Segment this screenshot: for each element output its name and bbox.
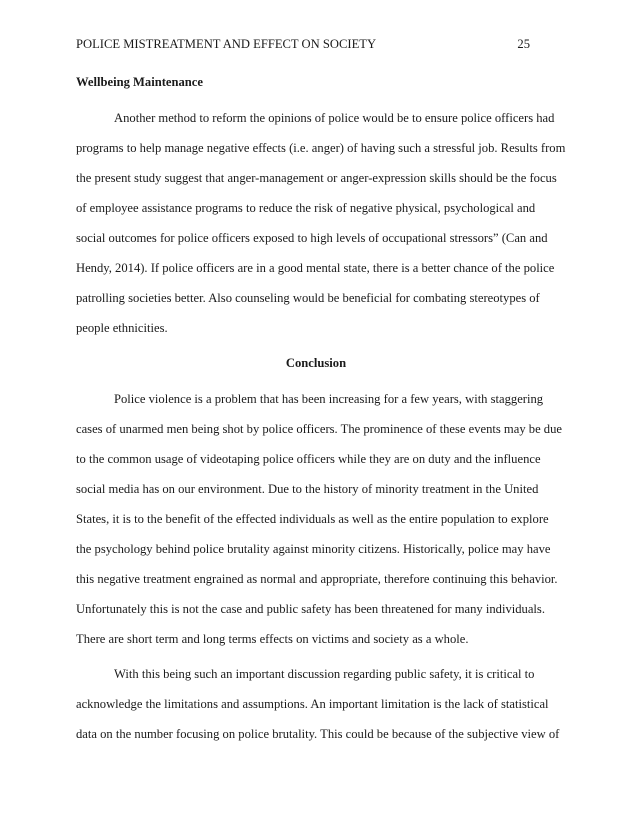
text-line: There are short term and long terms effects on victims and society as a whole. bbox=[76, 632, 469, 646]
paragraph-conclusion-2 bbox=[76, 666, 560, 756]
body-text bbox=[76, 74, 566, 756]
section-heading-conclusion: Conclusion bbox=[285, 356, 347, 370]
text-line: the psychology behind police brutality against minority citizens. Historically, police may have bbox=[76, 542, 551, 556]
text-line: cases of unarmed men being shot by police officers. The prominence of these events may be due bbox=[76, 422, 562, 436]
running-title: POLICE MISTREATMENT AND EFFECT ON SOCIETY bbox=[76, 37, 377, 51]
text-line: States, it is to the benefit of the effected individuals as well as the entire population to explore bbox=[76, 512, 549, 526]
text-line: programs to help manage negative effects (i.e. anger) of having such a stressful job. Results from bbox=[76, 141, 566, 155]
paragraph-conclusion-1 bbox=[76, 391, 562, 666]
text-line: Police violence is a problem that has been increasing for a few years, with staggering bbox=[114, 392, 544, 406]
page-number: 25 bbox=[517, 37, 530, 51]
text-line: of employee assistance programs to reduce the risk of negative physical, psychological and bbox=[76, 201, 536, 215]
text-line: With this being such an important discussion regarding public safety, it is critical to bbox=[114, 667, 535, 681]
text-line: social media has on our environment. Due to the history of minority treatment in the United bbox=[76, 482, 539, 496]
text-line: people ethnicities. bbox=[76, 321, 168, 335]
text-line: acknowledge the limitations and assumptions. An important limitation is the lack of statistical bbox=[76, 697, 549, 711]
text-line: Another method to reform the opinions of police would be to ensure police officers had bbox=[114, 111, 555, 125]
text-line: Unfortunately this is not the case and public safety has been threatened for many individuals. bbox=[76, 602, 545, 616]
section-heading-wellbeing: Wellbeing Maintenance bbox=[76, 75, 203, 89]
text-line: the present study suggest that anger-management or anger-expression skills should be the focus bbox=[76, 171, 557, 185]
text-line: patrolling societies better. Also counseling would be beneficial for combating stereotypes of bbox=[76, 291, 540, 305]
running-head bbox=[76, 37, 530, 52]
text-line: social outcomes for police officers exposed to high levels of occupational stressors” (Can and bbox=[76, 231, 548, 245]
text-line: this negative treatment engrained as normal and appropriate, therefore continuing this behavior. bbox=[76, 572, 558, 586]
paragraph-wellbeing bbox=[76, 110, 566, 355]
text-line: Hendy, 2014). If police officers are in a good mental state, there is a better chance of the police bbox=[76, 261, 555, 275]
text-line: data on the number focusing on police brutality. This could be because of the subjective view of bbox=[76, 727, 560, 741]
text-line: to the common usage of videotaping police officers while they are on duty and the influence bbox=[76, 452, 541, 466]
